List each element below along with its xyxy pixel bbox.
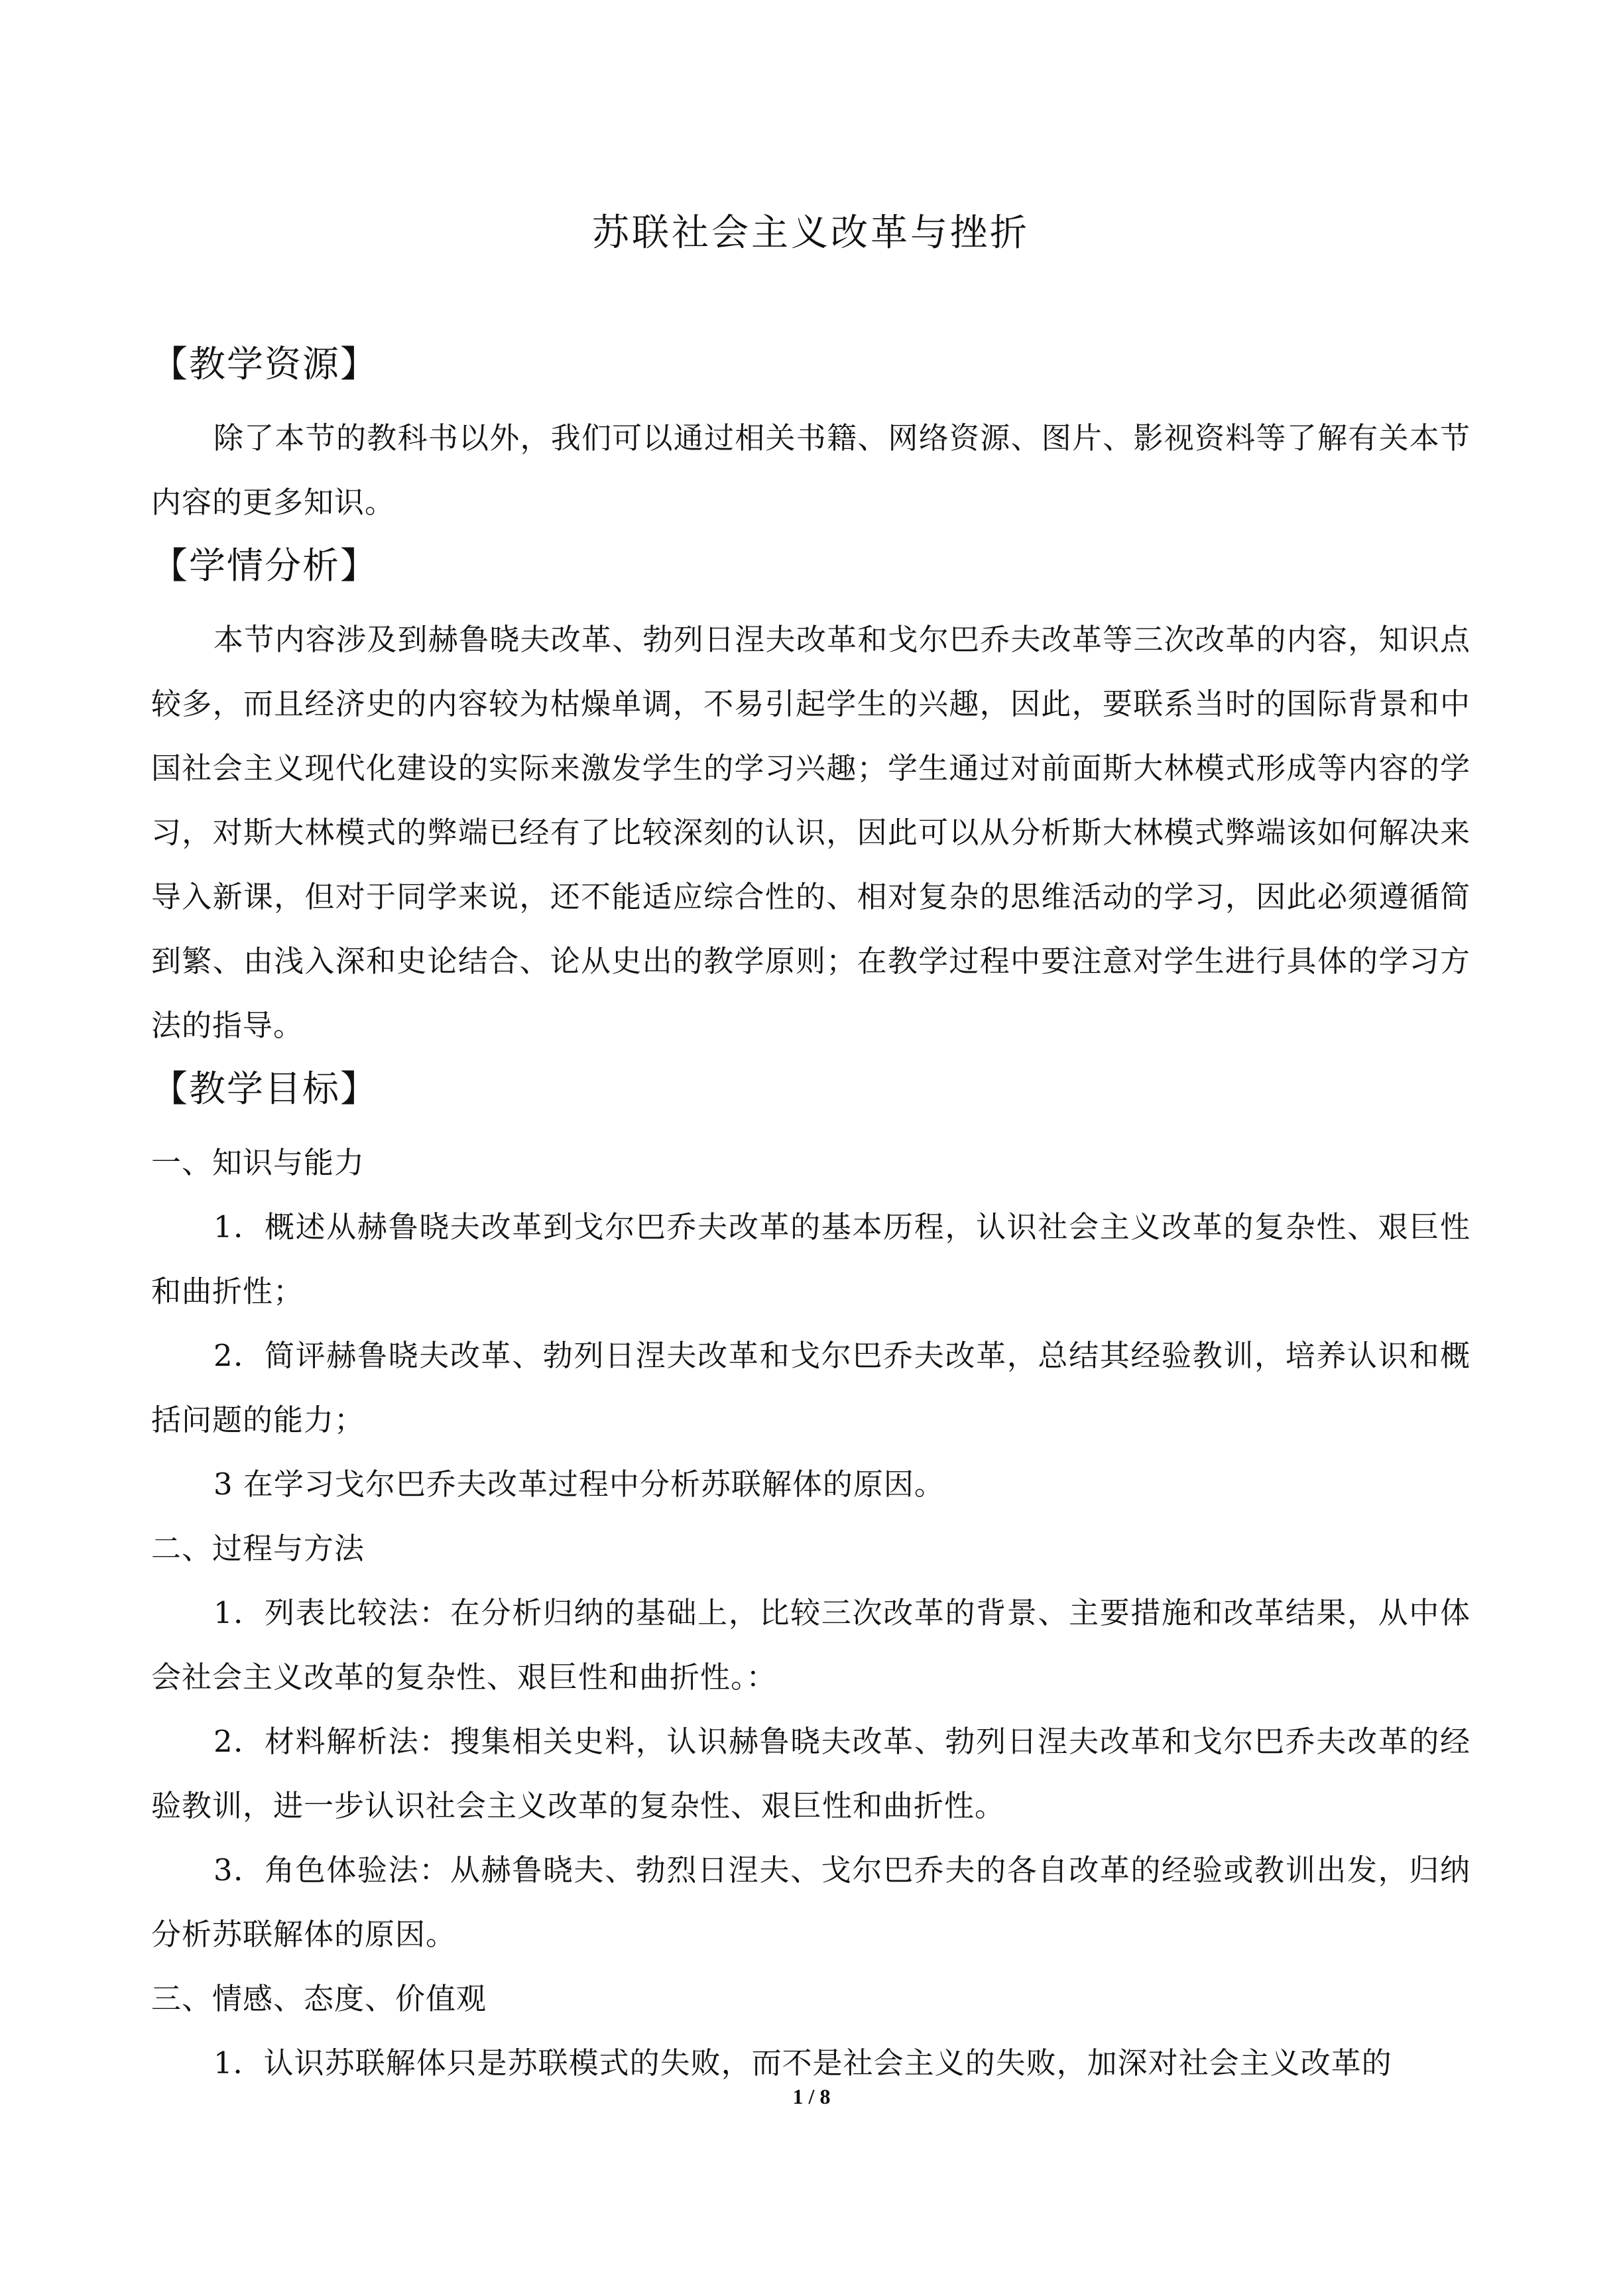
goal-part-2-title: 二、过程与方法 [151,1531,365,1566]
document-body [151,199,1471,2104]
goal-1-item-1: 1．概述从赫鲁晓夫改革到戈尔巴乔夫改革的基本历程，认识社会主义改革的复杂性、艰巨性和曲折性； [151,1209,1471,1309]
goal-2-item-1: 1．列表比较法：在分析归纳的基础上，比较三次改革的背景、主要措施和改革结果，从中体会社会主义改革的复杂性、艰巨性和曲折性。： [151,1595,1471,1695]
section-analysis [151,544,1471,1057]
section-resources [151,342,1471,534]
section-heading-resources: 【教学资源】 [151,343,379,385]
resources-paragraph: 除了本节的教科书以外，我们可以通过相关书籍、网络资源、图片、影视资料等了解有关本节内容的更多知识。 [151,420,1471,520]
goal-1-item-3: 3 在学习戈尔巴乔夫改革过程中分析苏联解体的原因。 [213,1467,945,1502]
section-heading-analysis: 【学情分析】 [151,544,379,587]
analysis-paragraph: 本节内容涉及到赫鲁晓夫改革、勃列日涅夫改革和戈尔巴乔夫改革等三次改革的内容，知识点较多，而且经济史的内容较为枯燥单调，不易引起学生的兴趣，因此，要联系当时的国际背景和中国社会主义现代化建设的实际来激发学生的学习兴趣；学生通过对前面斯大林模式形成等内容的学习，对斯大林模式的弊端已经有了比较深刻的认识，因此可以从分析斯大林模式弊端该如何解决来导入新课，但对于同学来说，还不能适应综合性的、相对复杂的思维活动的学习，因此必须遵循简到繁、由浅入深和史论结合、论从史出的教学原则；在教学过程中要注意对学生进行具体的学习方法的指导。 [151,622,1471,1043]
goal-3-item-1: 1．认识苏联解体只是苏联模式的失败，而不是社会主义的失败，加深对社会主义改革的 [213,2045,1392,2081]
page-title: 苏联社会主义改革与挫折 [592,211,1030,255]
goal-1-item-2: 2．简评赫鲁晓夫改革、勃列日涅夫改革和戈尔巴乔夫改革，总结其经验教训，培养认识和概括问题的能力； [151,1338,1471,1437]
goal-part-1-title: 一、知识与能力 [151,1145,365,1180]
goal-2-item-3: 3．角色体验法：从赫鲁晓夫、勃烈日涅夫、戈尔巴乔夫的各自改革的经验或教训出发，归纳分析苏联解体的原因。 [151,1852,1471,1952]
goal-2-item-2: 2．材料解析法：搜集相关史料，认识赫鲁晓夫改革、勃列日涅夫改革和戈尔巴乔夫改革的经验教训，进一步认识社会主义改革的复杂性、艰巨性和曲折性。 [151,1724,1471,1823]
goal-part-3-title: 三、情感、态度、价值观 [151,1981,487,2016]
section-heading-goals: 【教学目标】 [151,1067,379,1110]
section-goals [151,1067,1471,2095]
page-number: 1 / 8 [792,2085,831,2108]
